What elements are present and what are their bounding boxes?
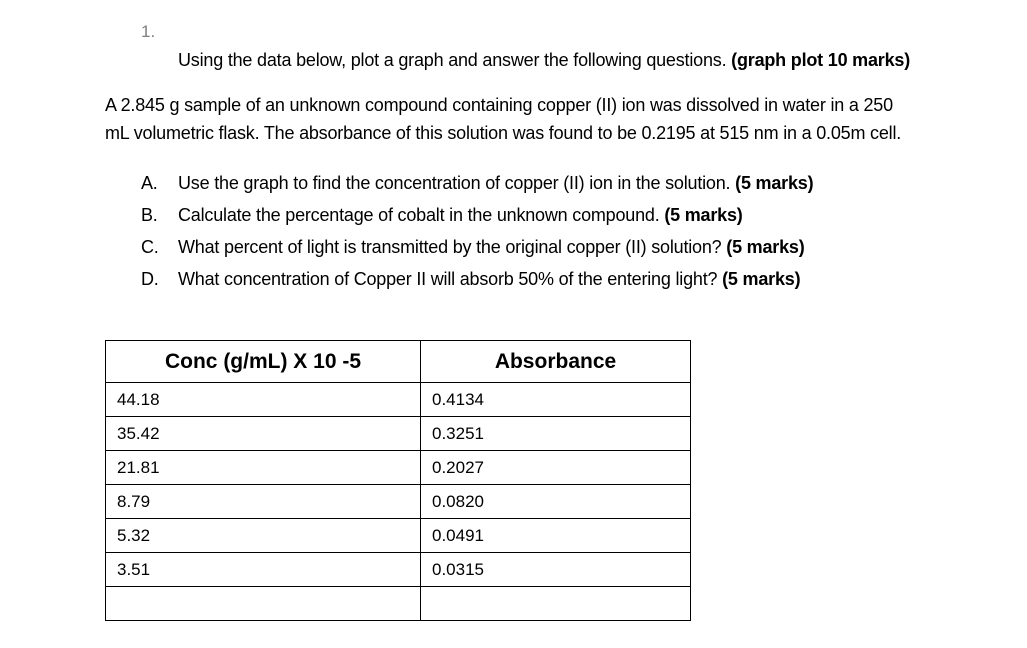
table-row bbox=[106, 417, 691, 451]
cell-concentration: 44.18 bbox=[106, 383, 421, 417]
cell-absorbance: 0.0820 bbox=[421, 485, 691, 519]
question-text: What percent of light is transmitted by the original copper (II) solution? bbox=[178, 237, 727, 257]
question-number: 1. bbox=[141, 22, 156, 41]
question-marks: (5 marks) bbox=[726, 237, 805, 257]
question-b bbox=[141, 205, 743, 226]
table-row bbox=[106, 485, 691, 519]
cell-absorbance: 0.0491 bbox=[421, 519, 691, 553]
problem-paragraph-line-2: mL volumetric flask. The absorbance of this solution was found to be 0.2195 at 515 nm in a 0.05m cell. bbox=[105, 123, 902, 143]
intro-text: Using the data below, plot a graph and answer the following questions. bbox=[178, 50, 732, 70]
header-absorbance: Absorbance bbox=[421, 341, 691, 383]
table-row bbox=[106, 519, 691, 553]
table-row bbox=[106, 383, 691, 417]
question-letter: A. bbox=[141, 173, 158, 193]
question-text: Calculate the percentage of cobalt in the unknown compound. bbox=[178, 205, 665, 225]
table-row-empty bbox=[106, 587, 691, 621]
intro-marks: (graph plot 10 marks) bbox=[731, 50, 911, 70]
cell-concentration: 8.79 bbox=[106, 485, 421, 519]
table-row bbox=[106, 451, 691, 485]
cell-absorbance: 0.0315 bbox=[421, 553, 691, 587]
data-table bbox=[105, 340, 691, 621]
question-intro bbox=[178, 50, 910, 71]
header-concentration: Conc (g/mL) X 10 -5 bbox=[106, 341, 421, 383]
cell-concentration bbox=[106, 587, 421, 621]
cell-concentration: 3.51 bbox=[106, 553, 421, 587]
cell-absorbance bbox=[421, 587, 691, 621]
question-text: What concentration of Copper II will absorb 50% of the entering light? bbox=[178, 269, 723, 289]
question-marks: (5 marks) bbox=[664, 205, 743, 225]
question-marks: (5 marks) bbox=[722, 269, 801, 289]
problem-paragraph-line-1: A 2.845 g sample of an unknown compound containing copper (II) ion was dissolved in water in a 250 bbox=[105, 95, 893, 115]
cell-absorbance: 0.2027 bbox=[421, 451, 691, 485]
question-d bbox=[141, 269, 800, 290]
table-row bbox=[106, 553, 691, 587]
question-letter: B. bbox=[141, 205, 158, 225]
cell-concentration: 21.81 bbox=[106, 451, 421, 485]
question-letter: D. bbox=[141, 269, 159, 289]
question-marks: (5 marks) bbox=[735, 173, 814, 193]
table-header-row bbox=[106, 341, 691, 383]
cell-absorbance: 0.4134 bbox=[421, 383, 691, 417]
question-a bbox=[141, 173, 813, 194]
cell-absorbance: 0.3251 bbox=[421, 417, 691, 451]
cell-concentration: 35.42 bbox=[106, 417, 421, 451]
cell-concentration: 5.32 bbox=[106, 519, 421, 553]
question-c bbox=[141, 237, 805, 258]
question-letter: C. bbox=[141, 237, 159, 257]
question-text: Use the graph to find the concentration of copper (II) ion in the solution. bbox=[178, 173, 736, 193]
